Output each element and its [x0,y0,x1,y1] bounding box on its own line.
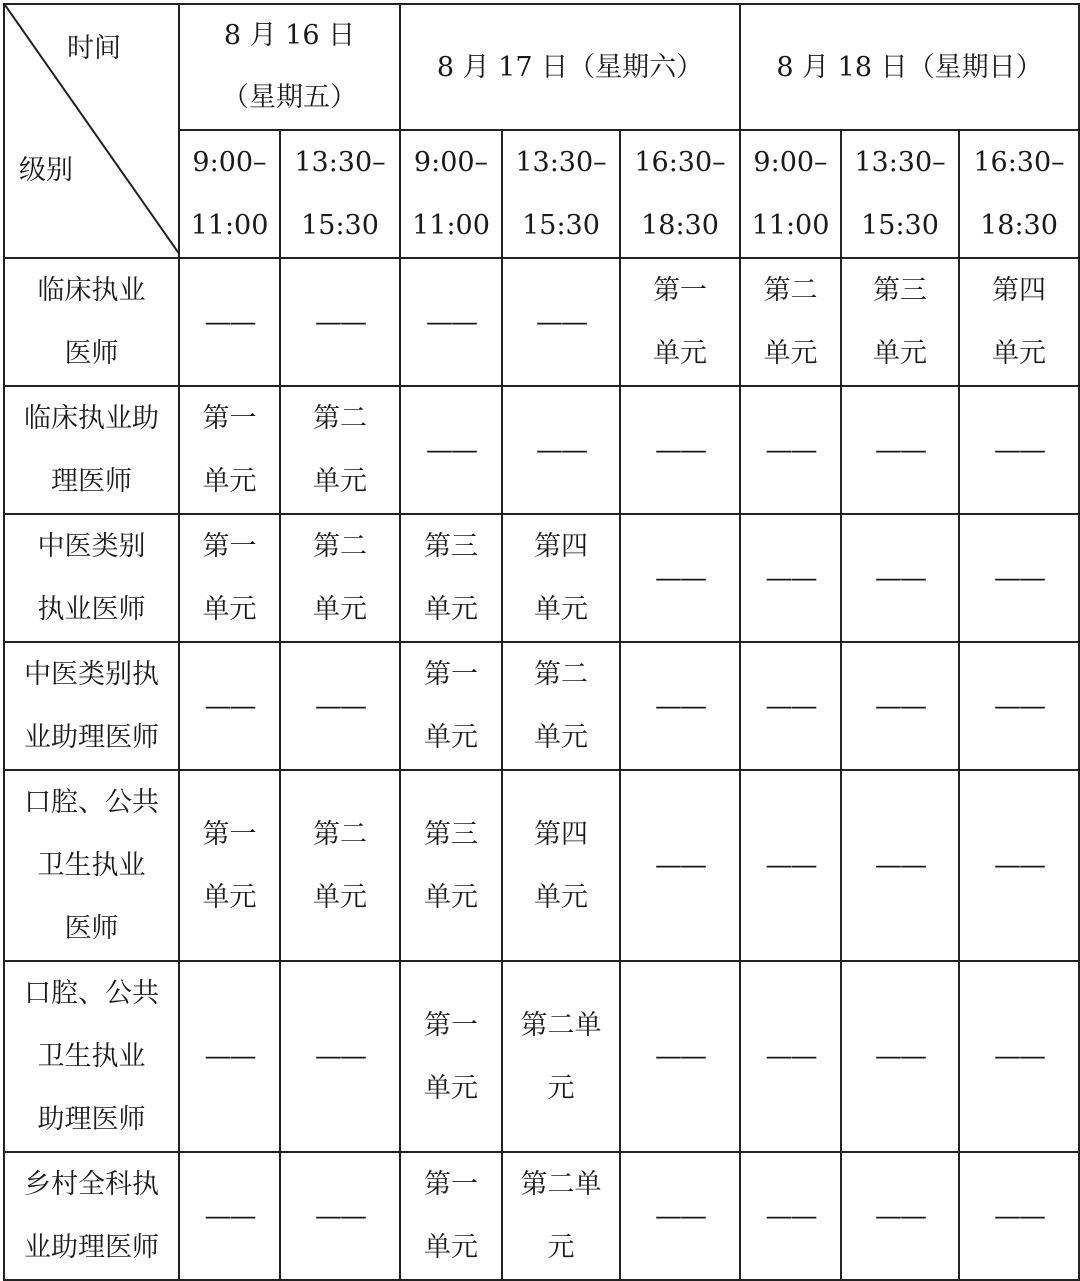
empty-session-cell [841,386,959,514]
unit-label: 第一 [202,818,257,850]
exam-unit-cell [502,961,620,1152]
empty-session-cell [400,386,502,514]
empty-session-cell [740,1152,841,1280]
exam-unit-cell [502,1152,620,1280]
unit-label: 第三 [424,531,478,562]
dash-placeholder: —— [204,306,255,338]
unit-label: 第一 [653,275,707,306]
empty-session-cell [740,961,841,1152]
time-slot-end: 15:30 [522,210,600,241]
unit-label: 单元 [313,881,367,913]
exam-unit-cell [179,770,280,961]
category-label: 卫生执业 [37,850,146,881]
dash-placeholder: —— [765,1200,816,1232]
unit-label: 第一 [202,531,257,562]
time-slot-start: 13:30– [294,147,386,178]
empty-session-cell [959,642,1079,770]
category-label: 理医师 [51,466,132,497]
dash-placeholder: —— [655,690,705,722]
empty-session-cell [740,770,841,961]
empty-session-cell [620,1152,740,1280]
time-slot-start: 9:00– [192,147,267,178]
unit-label: 单元 [424,722,478,753]
unit-label: 单元 [424,1232,478,1263]
empty-session-cell [179,258,280,386]
time-slot-start: 16:30– [634,147,726,178]
time-slot-end: 11:00 [412,210,490,241]
unit-label: 第一 [202,403,257,434]
exam-unit-cell [280,514,400,642]
time-slot-start: 13:30– [854,147,946,178]
table-row [4,514,1079,642]
unit-label: 单元 [534,881,588,913]
time-slot-header [841,130,959,258]
table-row [4,258,1079,386]
dash-placeholder: —— [204,1200,255,1232]
unit-label: 第三 [424,818,478,850]
time-slot-header [280,130,400,258]
table-row [4,642,1079,770]
empty-session-cell [841,514,959,642]
category-label: 口腔、公共 [24,787,159,818]
category-label: 临床执业 [37,275,146,306]
table-row [4,1152,1079,1280]
unit-label: 单元 [873,338,927,369]
dash-placeholder: —— [765,690,816,722]
unit-label: 第二单 [520,1169,602,1200]
unit-label: 元 [547,1072,575,1104]
category-label: 医师 [64,913,119,944]
dash-placeholder: —— [315,1041,365,1072]
dash-placeholder: —— [204,690,255,722]
empty-session-cell [959,1152,1079,1280]
exam-unit-cell [400,514,502,642]
unit-label: 第一 [424,659,478,690]
category-label: 卫生执业 [37,1041,146,1072]
category-cell [4,386,179,514]
unit-label: 第一 [424,1169,478,1200]
dash-placeholder: —— [655,434,705,466]
dash-placeholder: —— [536,306,586,338]
category-label: 医师 [64,338,119,369]
time-slot-end: 18:30 [641,210,719,241]
empty-session-cell [959,386,1079,514]
unit-label: 第二单 [520,1009,602,1041]
dash-placeholder: —— [765,850,816,881]
dash-placeholder: —— [426,434,476,466]
empty-session-cell [502,258,620,386]
unit-label: 第二 [763,275,818,306]
time-slot-header [620,130,740,258]
unit-label: 单元 [424,881,478,913]
dash-placeholder: —— [875,562,925,594]
time-slot-header [400,130,502,258]
category-label: 中医类别执 [24,659,159,690]
unit-label: 第四 [534,531,588,562]
unit-label: 第二 [534,659,588,690]
empty-session-cell [400,258,502,386]
day-header-aug18: 8 月 18 日（星期日） [740,4,1079,130]
empty-session-cell [280,642,400,770]
unit-label: 单元 [992,338,1046,369]
empty-session-cell [620,770,740,961]
empty-session-cell [179,1152,280,1280]
unit-label: 单元 [202,594,257,625]
category-cell [4,770,179,961]
dash-placeholder: —— [875,850,925,881]
category-cell [4,961,179,1152]
unit-label: 单元 [424,594,478,625]
exam-unit-cell [502,770,620,961]
category-label: 业助理医师 [24,1232,159,1263]
category-cell [4,258,179,386]
unit-label: 单元 [313,466,367,497]
exam-unit-cell [841,258,959,386]
dash-placeholder: —— [655,850,705,881]
time-slot-end: 11:00 [751,210,830,241]
category-label: 中医类别 [37,531,146,562]
time-slot-end: 11:00 [190,210,269,241]
time-slot-start: 9:00– [413,147,489,178]
empty-session-cell [280,258,400,386]
category-label: 执业医师 [37,594,146,625]
category-cell [4,514,179,642]
dash-placeholder: —— [875,1041,925,1072]
unit-label: 第四 [534,818,588,850]
unit-label: 第四 [992,275,1046,306]
empty-session-cell [620,514,740,642]
dash-placeholder: —— [655,562,705,594]
unit-label: 单元 [763,338,818,369]
exam-unit-cell [179,386,280,514]
dash-placeholder: —— [655,1041,705,1072]
exam-unit-cell [502,642,620,770]
time-slot-end: 15:30 [861,210,939,241]
unit-label: 元 [547,1232,575,1263]
unit-label: 单元 [653,338,707,369]
category-label: 乡村全科执 [24,1169,159,1200]
exam-unit-cell [400,1152,502,1280]
unit-label: 单元 [424,1072,478,1104]
empty-session-cell [502,386,620,514]
empty-session-cell [280,1152,400,1280]
dash-placeholder: —— [315,1200,365,1232]
dash-placeholder: —— [765,562,816,594]
table-row [4,770,1079,961]
empty-session-cell [620,386,740,514]
dash-placeholder: —— [315,306,365,338]
dash-placeholder: —— [994,1200,1044,1232]
dash-placeholder: —— [536,434,586,466]
dash-placeholder: —— [875,1200,925,1232]
empty-session-cell [740,514,841,642]
empty-session-cell [841,1152,959,1280]
corner-header-cell [4,4,179,258]
unit-label: 第二 [313,818,367,850]
day-header-row [4,4,1079,130]
time-slot-start: 16:30– [973,147,1065,178]
time-slot-end: 18:30 [980,210,1058,241]
time-slot-header [179,130,280,258]
category-cell [4,1152,179,1280]
empty-session-cell [740,386,841,514]
empty-session-cell [959,770,1079,961]
empty-session-cell [841,961,959,1152]
dash-placeholder: —— [655,1200,705,1232]
exam-unit-cell [400,642,502,770]
exam-unit-cell [959,258,1079,386]
dash-placeholder: —— [994,434,1044,466]
category-label: 口腔、公共 [24,978,159,1009]
exam-unit-cell [280,386,400,514]
time-slot-header [959,130,1079,258]
exam-unit-cell [179,514,280,642]
empty-session-cell [959,514,1079,642]
dash-placeholder: —— [315,690,365,722]
unit-label: 第二 [313,531,367,562]
time-slot-start: 13:30– [515,147,607,178]
day-weekday: （星期五） [222,82,357,113]
table-row [4,386,1079,514]
empty-session-cell [620,961,740,1152]
empty-session-cell [959,961,1079,1152]
unit-label: 单元 [202,881,257,913]
dash-placeholder: —— [426,306,476,338]
dash-placeholder: —— [994,1041,1044,1072]
category-label: 业助理医师 [24,722,159,753]
unit-label: 单元 [534,722,588,753]
dash-placeholder: —— [765,1041,816,1072]
day-date: 8 月 16 日 [223,20,356,51]
exam-unit-cell [620,258,740,386]
dash-placeholder: —— [875,434,925,466]
empty-session-cell [179,961,280,1152]
table-row [4,961,1079,1152]
exam-unit-cell [740,258,841,386]
unit-label: 单元 [202,466,257,497]
unit-label: 单元 [313,594,367,625]
dash-placeholder: —— [765,434,816,466]
unit-label: 第一 [424,1009,478,1041]
dash-placeholder: —— [875,690,925,722]
empty-session-cell [280,961,400,1152]
day-header-aug17: 8 月 17 日（星期六） [400,4,740,130]
category-label: 临床执业助 [24,403,159,434]
dash-placeholder: —— [204,1041,255,1072]
unit-label: 单元 [534,594,588,625]
time-slot-end: 15:30 [301,210,379,241]
exam-unit-cell [400,961,502,1152]
dash-placeholder: —— [994,850,1044,881]
unit-label: 第三 [873,275,927,306]
day-header-aug16 [179,4,400,130]
exam-schedule-table [3,3,1080,1281]
empty-session-cell [620,642,740,770]
category-cell [4,642,179,770]
dash-placeholder: —— [994,690,1044,722]
exam-unit-cell [502,514,620,642]
empty-session-cell [841,642,959,770]
empty-session-cell [841,770,959,961]
time-slot-header [502,130,620,258]
empty-session-cell [740,642,841,770]
empty-session-cell [179,642,280,770]
time-slot-header [740,130,841,258]
time-slot-start: 9:00– [753,147,828,178]
corner-level-label: 级别 [19,155,73,186]
corner-time-label: 时间 [67,33,121,64]
exam-unit-cell [280,770,400,961]
category-label: 助理医师 [37,1104,146,1135]
dash-placeholder: —— [994,562,1044,594]
unit-label: 第二 [313,403,367,434]
exam-unit-cell [400,770,502,961]
